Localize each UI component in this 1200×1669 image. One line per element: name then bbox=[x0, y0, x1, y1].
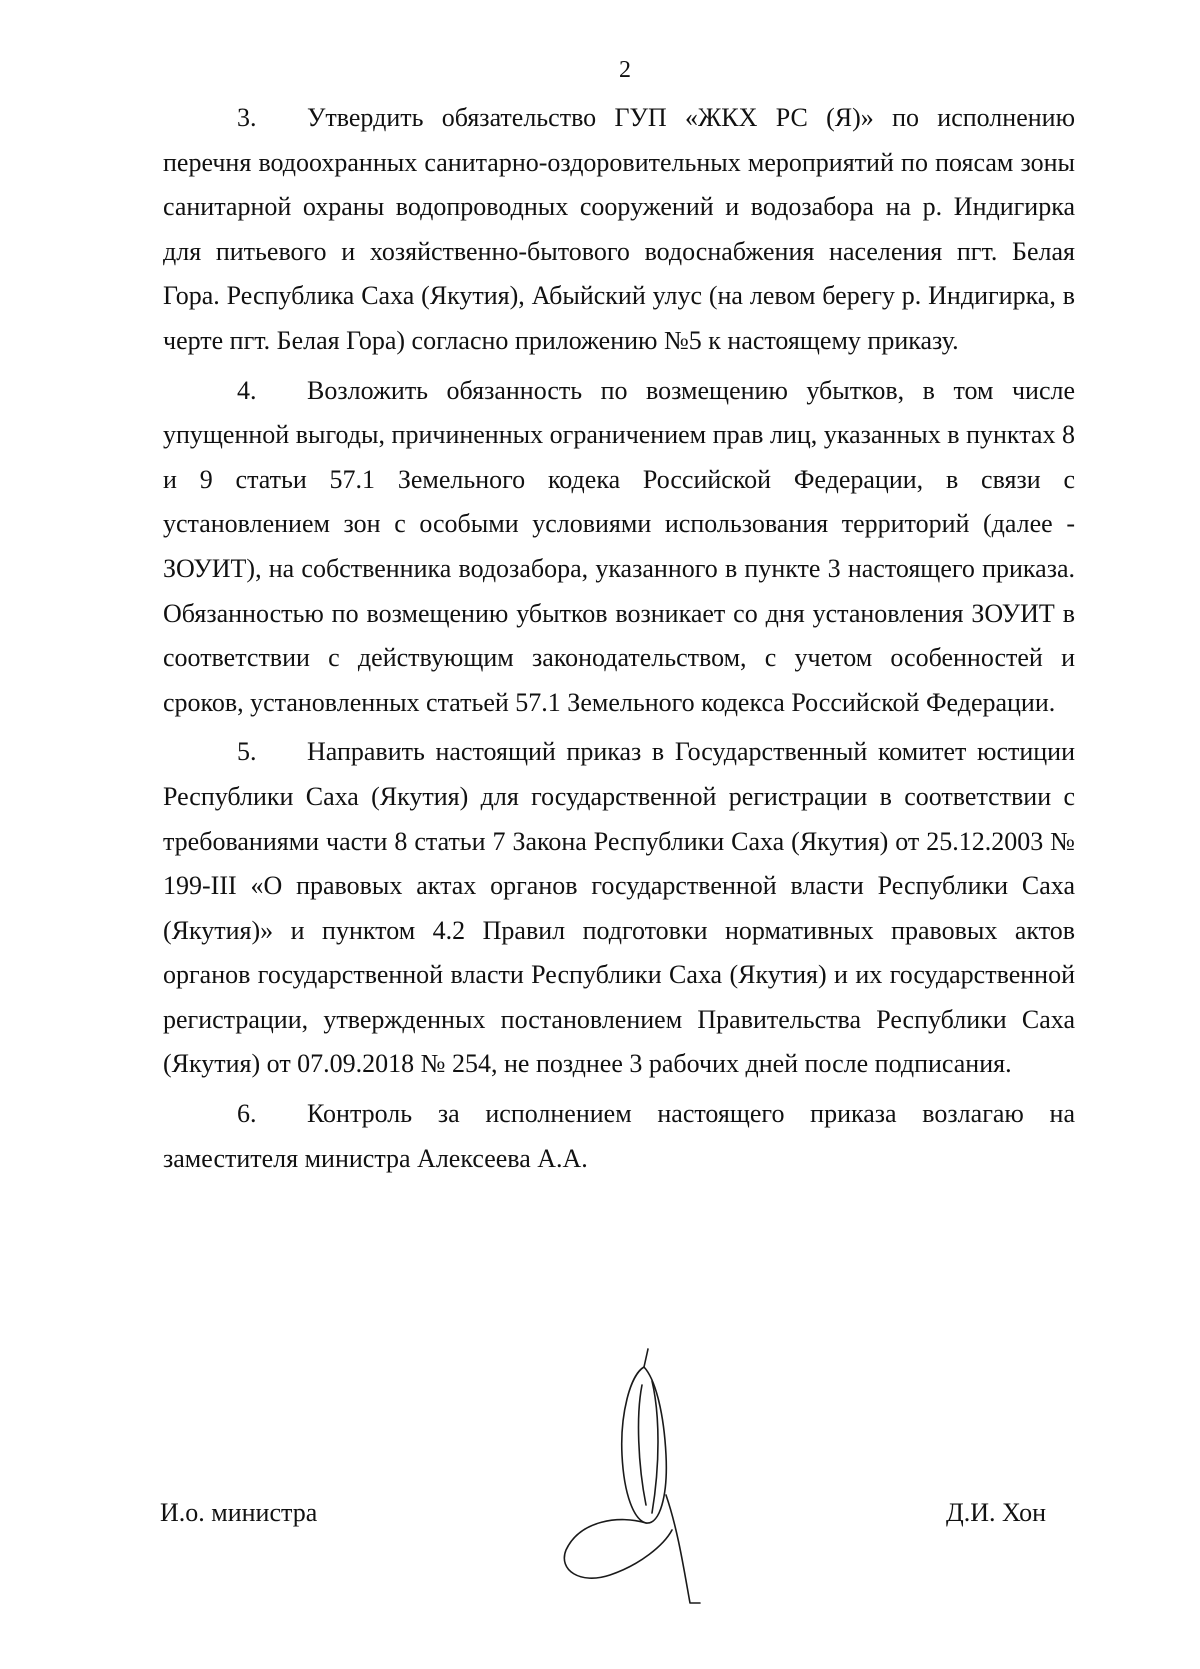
paragraph-text: Контроль за исполнением настоящего приказа возлагаю на заместителя министра Алексеева А.А. bbox=[163, 1099, 1075, 1173]
paragraph-number: 6. bbox=[237, 1099, 257, 1129]
paragraph-text: Направить настоящий приказ в Государственный комитет юстиции Республики Саха (Якутия) для государственной регистрации в соответствии с требованиями части 8 статьи 7 Закона Республики Саха (Якутия) от 25.12.2003 № 199-III «О правовых актах органов государственной власти Республики Саха (Якутия)» и пунктом 4.2 Правил подготовки нормативных правовых актов органов государственной власти Республики Саха (Якутия) и их государственной регистрации, утвержденных постановлением Правительства Республики Саха (Якутия) от 07.09.2018 № 254, не позднее 3 рабочих дней после подписания. bbox=[163, 737, 1075, 1079]
document-body bbox=[163, 96, 1075, 1186]
paragraph-5 bbox=[163, 730, 1075, 1087]
handwritten-signature bbox=[560, 1345, 740, 1615]
signatory-name: Д.И. Хон bbox=[946, 1498, 1047, 1527]
paragraph-4 bbox=[163, 369, 1075, 726]
paragraph-number: 4. bbox=[237, 375, 257, 405]
paragraph-text: Утвердить обязательство ГУП «ЖКХ РС (Я)» по исполнению перечня водоохранных санитарно-оздоровительных мероприятий по поясам зоны санитарной охраны водопроводных сооружений и водозабора на р. Индигирка для питьевого и хозяйственно-бытового водоснабжения населения пгт. Белая Гора. Республика Саха (Якутия), Абыйский улус (на левом берегу р. Индигирка, в черте пгт. Белая Гора) согласно приложению №5 к настоящему приказу. bbox=[163, 103, 1075, 355]
paragraph-6 bbox=[163, 1092, 1075, 1181]
paragraph-3 bbox=[163, 96, 1075, 364]
paragraph-text: Возложить обязанность по возмещению убытков, в том числе упущенной выгоды, причиненных ограничением прав лиц, указанных в пунктах 8 и 9 статьи 57.1 Земельного кодека Российской Федерации, в связи с установлением зон с особыми условиями использования территорий (далее - ЗОУИТ), на собственника водозабора, указанного в пункте 3 настоящего приказа. Обязанностью по возмещению убытков возникает со дня установления ЗОУИТ в соответствии с действующим законодательством, с учетом особенностей и сроков, установленных статьей 57.1 Земельного кодекса Российской Федерации. bbox=[163, 375, 1075, 717]
signatory-title: И.о. министра bbox=[160, 1498, 318, 1527]
paragraph-number: 3. bbox=[237, 103, 257, 132]
page-number: 2 bbox=[619, 57, 631, 83]
paragraph-number: 5. bbox=[237, 737, 257, 767]
signature-block bbox=[0, 1497, 1200, 1537]
